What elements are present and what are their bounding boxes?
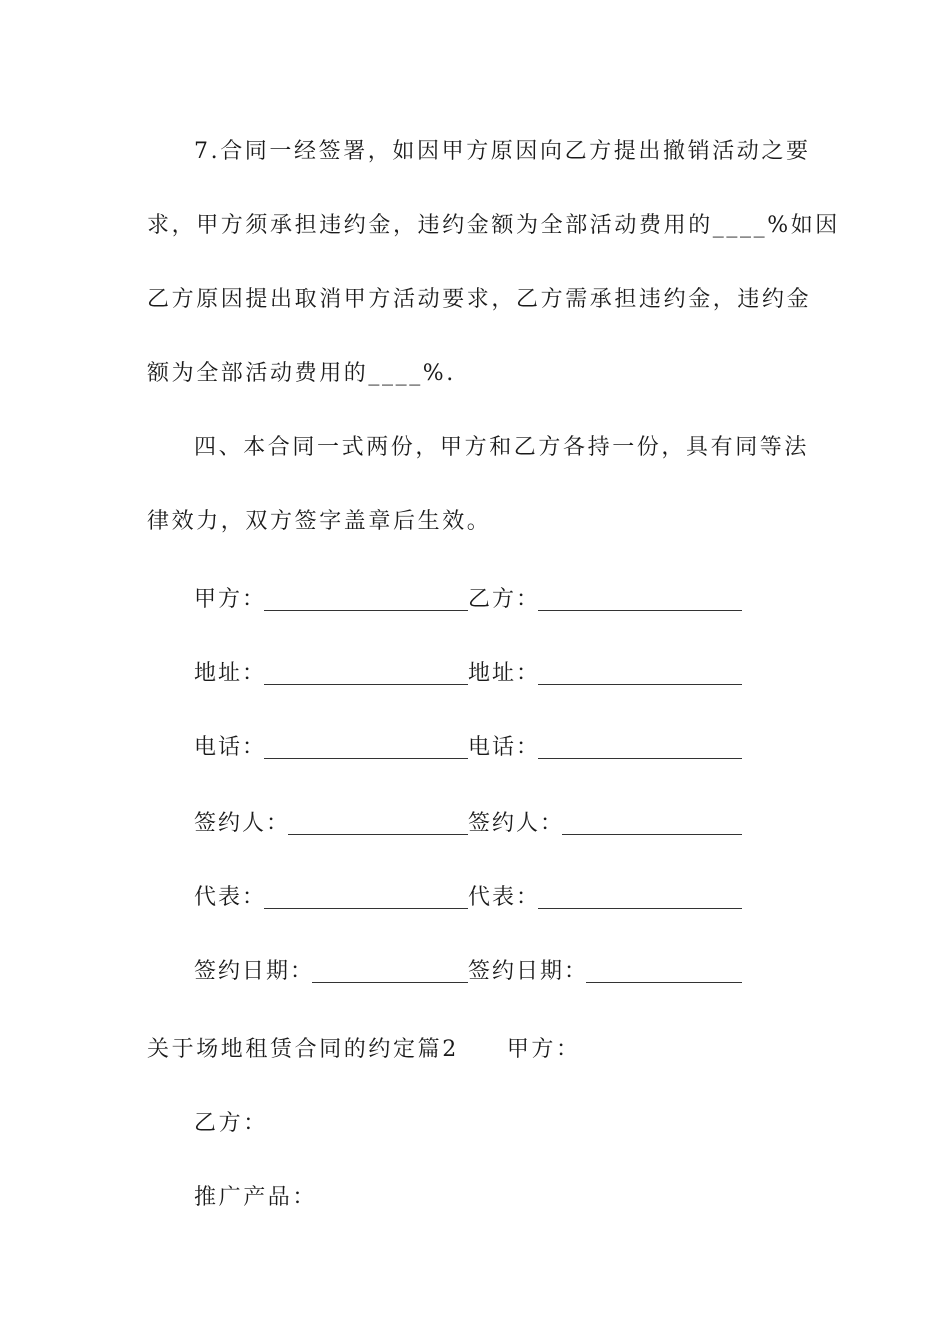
signature-row-signer [194, 809, 754, 839]
address-a-label: 地址： [194, 661, 267, 686]
clause-7-line-2: 求，甲方须承担违约金，违约金额为全部活动费用的____%如因 [147, 213, 840, 238]
clause-7-line-3: 乙方原因提出取消甲方活动要求，乙方需承担违约金，违约金 [147, 287, 812, 312]
sign-date-b-label: 签约日期： [468, 959, 589, 984]
signature-row-date [194, 957, 754, 987]
section-2-heading-line [147, 1035, 581, 1065]
section-2-party-a: 甲方： [506, 1037, 581, 1062]
address-a-blank [264, 684, 468, 685]
signer-a-blank [288, 834, 468, 835]
representative-b-blank [538, 908, 742, 909]
party-a-label: 甲方： [194, 587, 267, 612]
signature-row-representative [194, 883, 754, 913]
signer-a-label: 签约人： [194, 811, 291, 836]
party-a-blank [264, 610, 468, 611]
phone-a-blank [264, 758, 468, 759]
representative-a-blank [264, 908, 468, 909]
address-b-blank [538, 684, 742, 685]
clause-4-line-1: 四、本合同一式两份，甲方和乙方各持一份，具有同等法 [194, 435, 810, 460]
signer-b-blank [562, 834, 742, 835]
signature-row-address [194, 659, 754, 689]
section-2-product: 推广产品： [194, 1185, 318, 1210]
phone-a-label: 电话： [194, 735, 267, 760]
phone-b-blank [538, 758, 742, 759]
phone-b-label: 电话： [468, 735, 541, 760]
section-2-title: 关于场地租赁合同的约定篇2 [147, 1037, 459, 1062]
sign-date-a-blank [312, 982, 468, 983]
clause-7-line-1: 7.合同一经签署，如因甲方原因向乙方提出撤销活动之要 [194, 139, 811, 164]
party-b-label: 乙方： [468, 587, 541, 612]
signature-row-party [194, 585, 754, 615]
clause-4-line-2: 律效力，双方签字盖章后生效。 [147, 509, 492, 534]
representative-a-label: 代表： [194, 885, 267, 910]
party-b-blank [538, 610, 742, 611]
sign-date-a-label: 签约日期： [194, 959, 315, 984]
address-b-label: 地址： [468, 661, 541, 686]
clause-7-line-4: 额为全部活动费用的____%. [147, 361, 456, 386]
sign-date-b-blank [586, 982, 742, 983]
section-2-party-b: 乙方： [194, 1111, 268, 1136]
signer-b-label: 签约人： [468, 811, 565, 836]
signature-row-phone [194, 733, 754, 763]
representative-b-label: 代表： [468, 885, 541, 910]
